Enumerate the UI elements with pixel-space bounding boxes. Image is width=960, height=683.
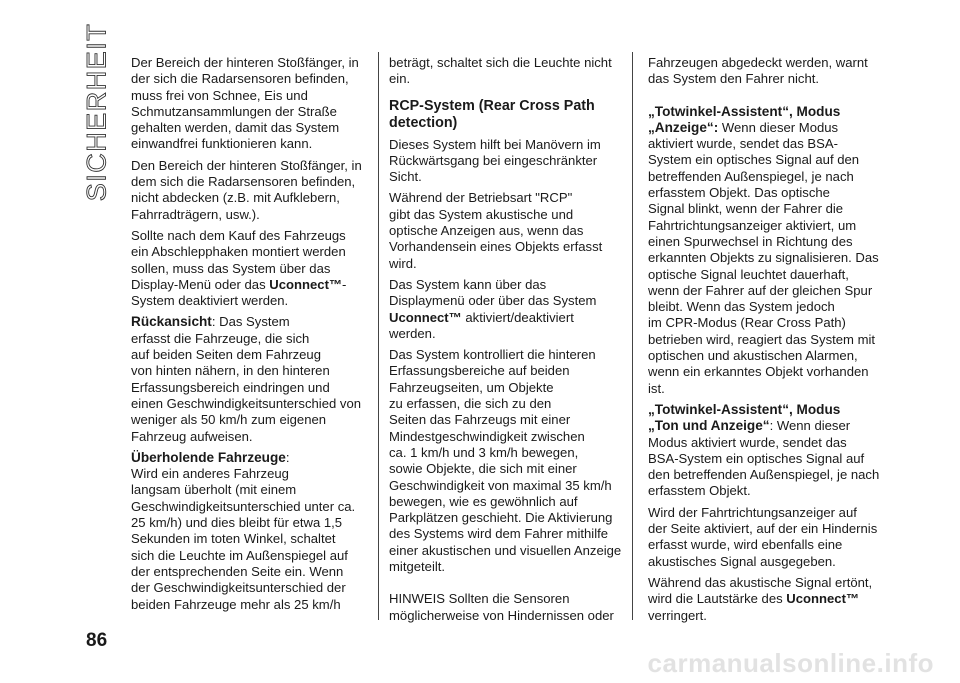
- paragraph: Während der Betriebsart "RCP" gibt das System akustische und optische Anzeigen aus, wenn das Vorhandensein eines Objekts erfasst wird.: [389, 190, 603, 271]
- paragraph: Das System kontrolliert die hinteren Erfassungsbereiche auf beiden Fahrzeugseiten, um Objekte zu erfassen, die sich zu den Seiten das Fahrzeugs mit einer Mindestgeschwindigkeit zwischen ca. 1 km/h und 3 km/h bewegen, sowie Objekte, die sich mit einer Geschwindigkeit von maximal 35 km/h bewegen, wie es gewöhnlich auf Parkplätzen geschieht. Die Aktivierung des Systems wird dem Fahrer mithilfe einer akustischen und visuellen Anzeige mitgeteilt.: [389, 347, 622, 575]
- paragraph: Wird der Fahrtrichtungsanzeiger auf der Seite aktiviert, auf der ein Hindernis erfasst wurde, wird ebenfalls eine akustisches Signal ausgegeben.: [648, 504, 878, 569]
- paragraph-text: - System deaktiviert werden.: [131, 276, 347, 309]
- subheading-rueckansicht: Rückansicht: [131, 314, 212, 330]
- section-label: [74, 22, 120, 202]
- paragraph: beträgt, schaltet sich die Leuchte nicht ein.: [389, 55, 612, 87]
- paragraph: [648, 104, 884, 397]
- paragraph: [389, 277, 625, 342]
- page-number: 86: [86, 630, 108, 651]
- column-divider-right: [632, 52, 633, 620]
- subheading-modus-ton-und-anzeige: „Totwinkel-Assistent“, Modus „Ton und Anzeige“: [648, 401, 841, 434]
- paragraph: Fahrzeugen abgedeckt werden, warnt das System den Fahrer nicht.: [648, 55, 868, 87]
- paragraph-text: : Das System erfasst die Fahrzeuge, die sich auf beiden Seiten dem Fahrzeug von hinten nähern, in den hinteren Erfassungsbereich eindringen und einen Geschwindigkeitsunterschied von weniger als 50 km/h zum eigenen Fahrzeug aufweisen.: [131, 314, 362, 444]
- section-label-text: SICHERHEIT: [81, 22, 112, 202]
- watermark: carmanualsonline.info: [647, 648, 934, 678]
- paragraph-text: : Wenn dieser Modus aktiviert wurde, sendet das BSA-System ein optisches Signal auf den betreffenden Außenspiegel, je nach erfasstem Objekt.: [648, 418, 880, 499]
- paragraph-text: : Wird ein anderes Fahrzeug langsam überholt (mit einem Geschwindigkeitsunterschied unter ca. 25 km/h) und dies bleibt für etwa 1,5 Sekunden im toten Winkel, schaltet sich die Leuchte im Außenspiegel auf der entsprechenden Seite ein. Wenn der Geschwindigkeitsunterschied der beiden Fahrzeuge mehr als 25 km/h: [131, 449, 356, 612]
- text-column-3: [648, 55, 884, 629]
- paragraph-text: Während das akustische Signal ertönt, wird die Lautstärke des: [648, 574, 873, 607]
- brand-name: Uconnect™: [389, 309, 462, 325]
- text-column-2: [389, 55, 625, 629]
- paragraph: [131, 314, 367, 444]
- brand-name: Uconnect™: [269, 276, 343, 292]
- paragraph: [648, 402, 884, 500]
- column-divider-left: [378, 52, 379, 620]
- subheading-ueberholende-fahrzeuge: Überholende Fahrzeuge: [131, 449, 286, 465]
- note-hinweis: HINWEIS Sollten die Sensoren möglicherweise von Hindernissen oder: [389, 591, 614, 623]
- paragraph-text: Sollte nach dem Kauf des Fahrzeugs ein Abschlepphaken montiert werden sollen, muss das System über das Display-Menü oder das: [131, 227, 346, 292]
- paragraph-text: Das System kann über das Displaymenü oder über das System: [389, 276, 597, 309]
- paragraph: [131, 450, 367, 613]
- paragraph: Der Bereich der hinteren Stoßfänger, in der sich die Radarsensoren befinden, muss frei von Schnee, Eis und Schmutzansammlungen der Straße gehalten werden, damit das System einwandfrei funktionieren kann.: [131, 55, 359, 152]
- paragraph-text: verringert.: [648, 607, 707, 623]
- paragraph: [648, 575, 884, 624]
- paragraph-text: Wenn dieser Modus aktiviert wurde, sendet das BSA- System ein optisches Signal auf den betreffenden Außenspiegel, je nach erfasstem Objekt. Das optische Signal blinkt, wenn der Fahrer die Fahrtrichtungsanzeiger aktiviert, um einen Spurwechsel in Richtung des erkannten Objekts zu signalisieren. Das optische Signal leuchtet dauerhaft, wenn der Fahrer auf der gleichen Spur bleibt. Wenn das System jedoch im CPR-Modus (Rear Cross Path) betrieben wird, reagiert das System mit optischen und akustischen Alarmen, wenn ein erkanntes Objekt vorhanden ist.: [648, 119, 879, 396]
- paragraph: Den Bereich der hinteren Stoßfänger, in dem sich die Radarsensoren befinden, nicht abdecken (z.B. mit Aufklebern, Fahrradträgern, usw.).: [131, 157, 362, 222]
- heading-rcp-system: RCP-System (Rear Cross Path detection): [389, 97, 595, 131]
- brand-name: Uconnect™: [786, 591, 860, 607]
- paragraph-text: aktiviert/deaktiviert werden.: [389, 309, 574, 341]
- paragraph: Dieses System hilft bei Manövern im Rückwärtsgang bei eingeschränkter Sicht.: [389, 136, 601, 185]
- paragraph: [131, 228, 367, 309]
- subheading-modus-anzeige: „Totwinkel-Assistent“, Modus „Anzeige“:: [648, 103, 841, 135]
- text-column-1: [131, 55, 367, 618]
